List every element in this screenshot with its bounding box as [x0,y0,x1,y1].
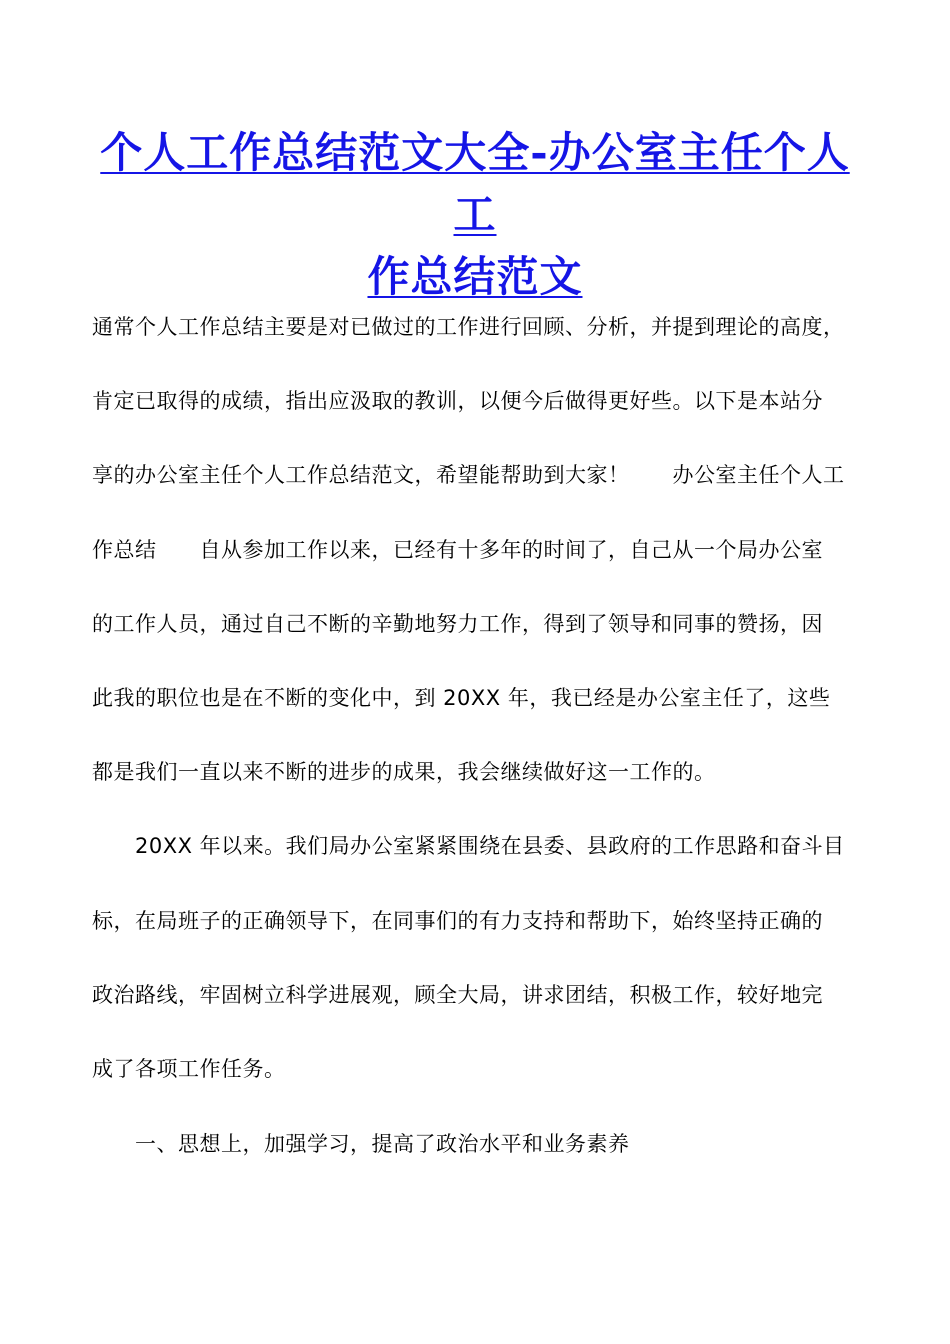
body-line: 的工作人员，通过自己不断的辛勤地努力工作，得到了领导和同事的赞扬，因 [92,612,823,636]
body-line: 成了各项工作任务。 [92,1057,286,1081]
body-line: 肯定已取得的成绩，指出应汲取的教训，以便今后做得更好些。以下是本站分 [92,389,823,413]
body-line: 政治路线，牢固树立科学进展观，顾全大局，讲求团结，积极工作，较好地完 [92,983,823,1007]
title-link[interactable] [100,128,849,301]
body-line: 标，在局班子的正确领导下，在同事们的有力支持和帮助下，始终坚持正确的 [92,909,823,933]
title-line-2: 作总结范文 [367,252,583,301]
body-line: 此我的职位也是在不断的变化中，到 20XX 年，我已经是办公室主任了，这些 [92,686,831,710]
body-line: 作总结 自从参加工作以来，已经有十多年的时间了，自己从一个局办公室 [92,538,823,562]
document-title [80,122,870,308]
body-line: 享的办公室主任个人工作总结范文，希望能帮助到大家！ 办公室主任个人工 [92,463,845,487]
title-line-1: 个人工作总结范文大全-办公室主任个人工 [100,128,850,239]
body-line: 通常个人工作总结主要是对已做过的工作进行回顾、分析，并提到理论的高度， [92,315,845,339]
body-line: 都是我们一直以来不断的进步的成果，我会继续做好这一工作的。 [92,760,716,784]
body-line: 20XX 年以来。我们局办公室紧紧围绕在县委、县政府的工作思路和奋斗目 [92,834,845,858]
body-line: 一、思想上，加强学习，提高了政治水平和业务素养 [92,1132,630,1156]
